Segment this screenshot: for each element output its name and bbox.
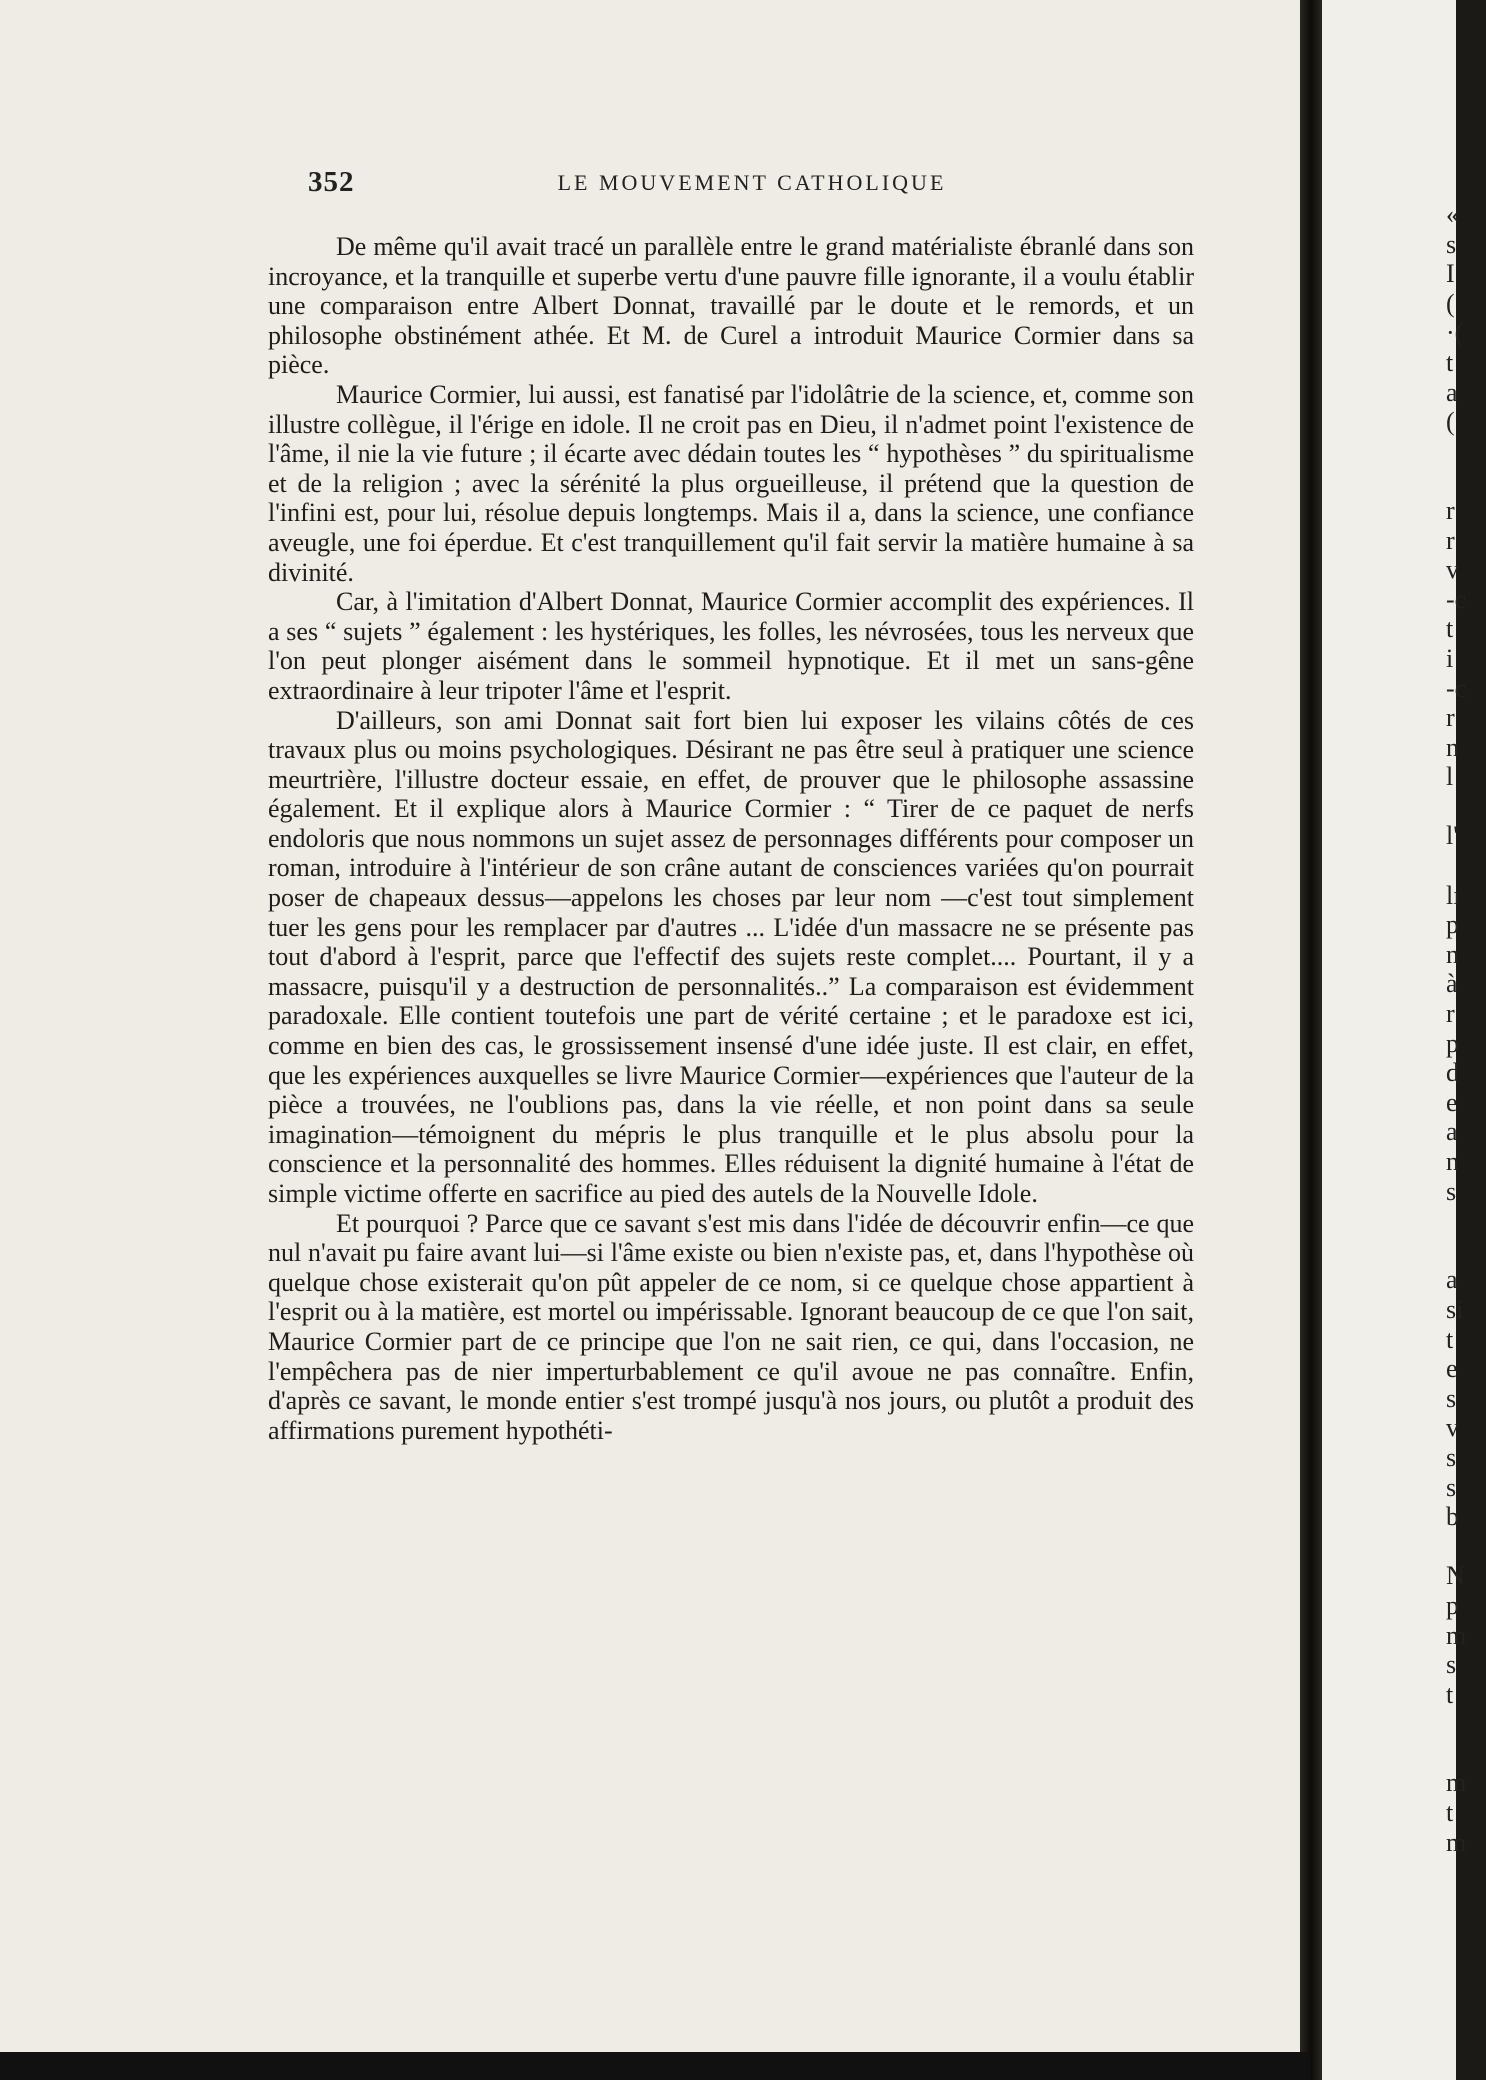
facing-page-line-fragment: b xyxy=(1446,1502,1459,1532)
facing-page-line-fragment: v xyxy=(1446,555,1459,585)
facing-page-line-fragment: m xyxy=(1446,1768,1467,1798)
facing-page-line-fragment: t xyxy=(1446,614,1454,644)
facing-page-line-fragment: s xyxy=(1446,1383,1457,1413)
facing-page-line-fragment xyxy=(1446,437,1486,467)
facing-page-line-fragment: p xyxy=(1446,1590,1459,1620)
facing-page-line-fragment: d xyxy=(1446,1058,1459,1088)
facing-page-line-fragment xyxy=(1446,1206,1486,1236)
facing-page-line-fragment: lı xyxy=(1446,880,1461,910)
facing-page-line-fragment: ( xyxy=(1446,288,1455,318)
facing-page-line-fragment: n xyxy=(1446,732,1459,762)
facing-page-line-fragment: v xyxy=(1446,1413,1459,1443)
facing-page-line-fragment: n xyxy=(1446,1147,1459,1176)
paragraph: Maurice Cormier, lui aussi, est fanatisé par l'idolâtrie de la science, et, comme son illustre collègue, il l'érige en idole. Il ne croit pas en Dieu, il n'admet point l'existence de l'âme, il nie la vie future ; il écarte avec dédain toutes les “ hypothèses ” du spiritualisme et de la religion ; avec la sérénité la plus orgueilleuse, il prétend que la question de l'infini est, pour lui, résolue depuis longtemps. Mais il a, dans la science, une confiance aveugle, une foi éperdue. Et c'est tranquillement qu'il fait servir la matière humaine à sa divinité. xyxy=(268,379,1194,587)
facing-page-line-fragment: m xyxy=(1446,1620,1467,1650)
facing-page-line-fragment xyxy=(1446,792,1486,822)
facing-page-line-fragment: t xyxy=(1446,1679,1454,1709)
facing-page-line-fragment xyxy=(1446,1709,1486,1739)
running-head: LE MOUVEMENT CATHOLIQUE xyxy=(557,170,947,195)
facing-page-line-fragment: a xyxy=(1446,1265,1458,1295)
facing-page-line-fragment: ( xyxy=(1446,407,1455,437)
facing-page-line-fragment: t xyxy=(1446,1798,1454,1828)
facing-page-fragments xyxy=(1446,200,1486,1857)
facing-page-line-fragment xyxy=(1446,851,1486,881)
paragraph: Car, à l'imitation d'Albert Donnat, Maurice Cormier accomplit des expériences. Il a ses “ sujets ” également : les hystériques, les folles, les névrosées, tous les nerveux que l'on peut plonger aisément dans le sommeil hypnotique. Et il met un sans-gêne extraordinaire à leur tripoter l'âme et l'esprit. xyxy=(268,587,1194,705)
facing-page-line-fragment: m xyxy=(1446,1827,1467,1857)
facing-page-line-fragment xyxy=(1446,466,1486,496)
facing-page-line-fragment: ·( xyxy=(1446,318,1464,348)
facing-page-line-fragment: s xyxy=(1446,1650,1457,1680)
facing-page-line-fragment: e xyxy=(1446,1354,1458,1384)
facing-page-line-fragment: I xyxy=(1446,259,1455,289)
facing-page-line-fragment: e xyxy=(1446,1087,1458,1117)
page-number: 352 xyxy=(308,166,355,198)
body-text xyxy=(268,232,1194,1445)
facing-page-line-fragment: a xyxy=(1446,1117,1458,1147)
facing-page-line-fragment: à xyxy=(1446,969,1458,999)
facing-page-line-fragment xyxy=(1446,1236,1486,1266)
page-header xyxy=(308,166,1196,206)
facing-page-line-fragment: n xyxy=(1446,939,1459,969)
facing-page-line-fragment: r xyxy=(1446,525,1455,555)
facing-page-line-fragment xyxy=(1446,1532,1486,1562)
facing-page-line-fragment: s xyxy=(1446,1176,1457,1206)
facing-page-line-fragment: « xyxy=(1446,200,1459,229)
book-gutter xyxy=(1300,0,1322,2080)
facing-page-line-fragment: p xyxy=(1446,910,1459,940)
paragraph: D'ailleurs, son ami Donnat sait fort bien lui exposer les vilains côtés de ces travaux plus ou moins psychologiques. Désirant ne pas être seul à pratiquer une science meurtrière, l'illustre docteur essaie, en effet, de prouver que le philosophe assassine également. Et il explique alors à Maurice Cormier : “ Tirer de ce paquet de nerfs endoloris que nous nommons un sujet assez de personnages différents pour composer un roman, introduire à l'intérieur de son crâne autant de consciences variées qu'on pourrait poser de chapeaux dessus—appelons les choses par leur nom —c'est tout simplement tuer les gens pour les remplacer par d'autres ... L'idée d'un massacre ne se présente pas tout d'abord à l'esprit, parce que l'effectif des sujets reste complet.... Pourtant, il y a massacre, puisqu'il y a destruction de personnalités..” La comparaison est évidemment paradoxale. Elle contient toutefois une part de vérité certaine ; et le paradoxe est ici, comme en bien des cas, le grossissement insensé d'une idée juste. Il est clair, en effet, que les expériences auxquelles se livre Maurice Cormier—expériences que l'auteur de la pièce a trouvées, ne l'oublions pas, dans la vie réelle, et non point dans sa seule imagination—témoignent du mépris le plus tranquille et le plus absolu pour la conscience et la personnalité des hommes. Elles réduisent la dignité humaine à l'état de simple victime offerte en sacrifice au pied des autels de la Nouvelle Idole. xyxy=(268,705,1194,1208)
facing-page-line-fragment: t xyxy=(1446,1324,1454,1354)
facing-page-line-fragment: si xyxy=(1446,1294,1464,1324)
facing-page-line-fragment: t xyxy=(1446,347,1454,377)
scan-border xyxy=(0,2052,1310,2080)
facing-page-line-fragment xyxy=(1446,1739,1486,1769)
facing-page-line-fragment: s xyxy=(1446,1442,1457,1472)
facing-page-line-fragment: s xyxy=(1446,1472,1457,1502)
facing-page-line-fragment: r xyxy=(1446,703,1455,733)
facing-page-line-fragment: a xyxy=(1446,377,1458,407)
facing-page-line-fragment: r xyxy=(1446,999,1455,1029)
facing-page-line-fragment: i xyxy=(1446,643,1454,673)
facing-page-line-fragment: -c xyxy=(1446,584,1467,614)
facing-page-line-fragment: l' xyxy=(1446,821,1458,851)
facing-page-line-fragment: l xyxy=(1446,762,1454,792)
facing-page-line-fragment: N xyxy=(1446,1561,1465,1591)
paragraph: Et pourquoi ? Parce que ce savant s'est mis dans l'idée de découvrir enfin—ce que nul n'avait pu faire avant lui—si l'âme existe ou bien n'existe pas, et, dans l'hypothèse où quelque chose existerait qu'on pût appeler de ce nom, si ce quelque chose appartient à l'esprit ou à la matière, est mortel ou impérissable. Ignorant beaucoup de ce que l'on sait, Maurice Cormier part de ce principe que l'on ne sait rien, ce qui, dans l'occasion, ne l'empêchera pas de nier imperturbablement ce qu'il avoue ne pas connaître. Enfin, d'après ce savant, le monde entier s'est trompé jusqu'à nos jours, ou plutôt a produit des affirmations purement hypothéti- xyxy=(268,1208,1194,1445)
facing-page-line-fragment: p xyxy=(1446,1028,1459,1058)
paragraph: De même qu'il avait tracé un parallèle entre le grand matérialiste ébranlé dans son incroyance, et la tranquille et superbe vertu d'une pauvre fille ignorante, il a voulu établir une comparaison entre Albert Donnat, travaillé par le doute et le remords, et un philosophe obstinément athée. Et M. de Curel a introduit Maurice Cormier dans sa pièce. xyxy=(268,232,1194,380)
facing-page-line-fragment: s xyxy=(1446,229,1457,259)
facing-page-edge xyxy=(1322,0,1467,2080)
facing-page-line-fragment: r xyxy=(1446,495,1455,525)
facing-page-line-fragment: -c xyxy=(1446,673,1467,703)
